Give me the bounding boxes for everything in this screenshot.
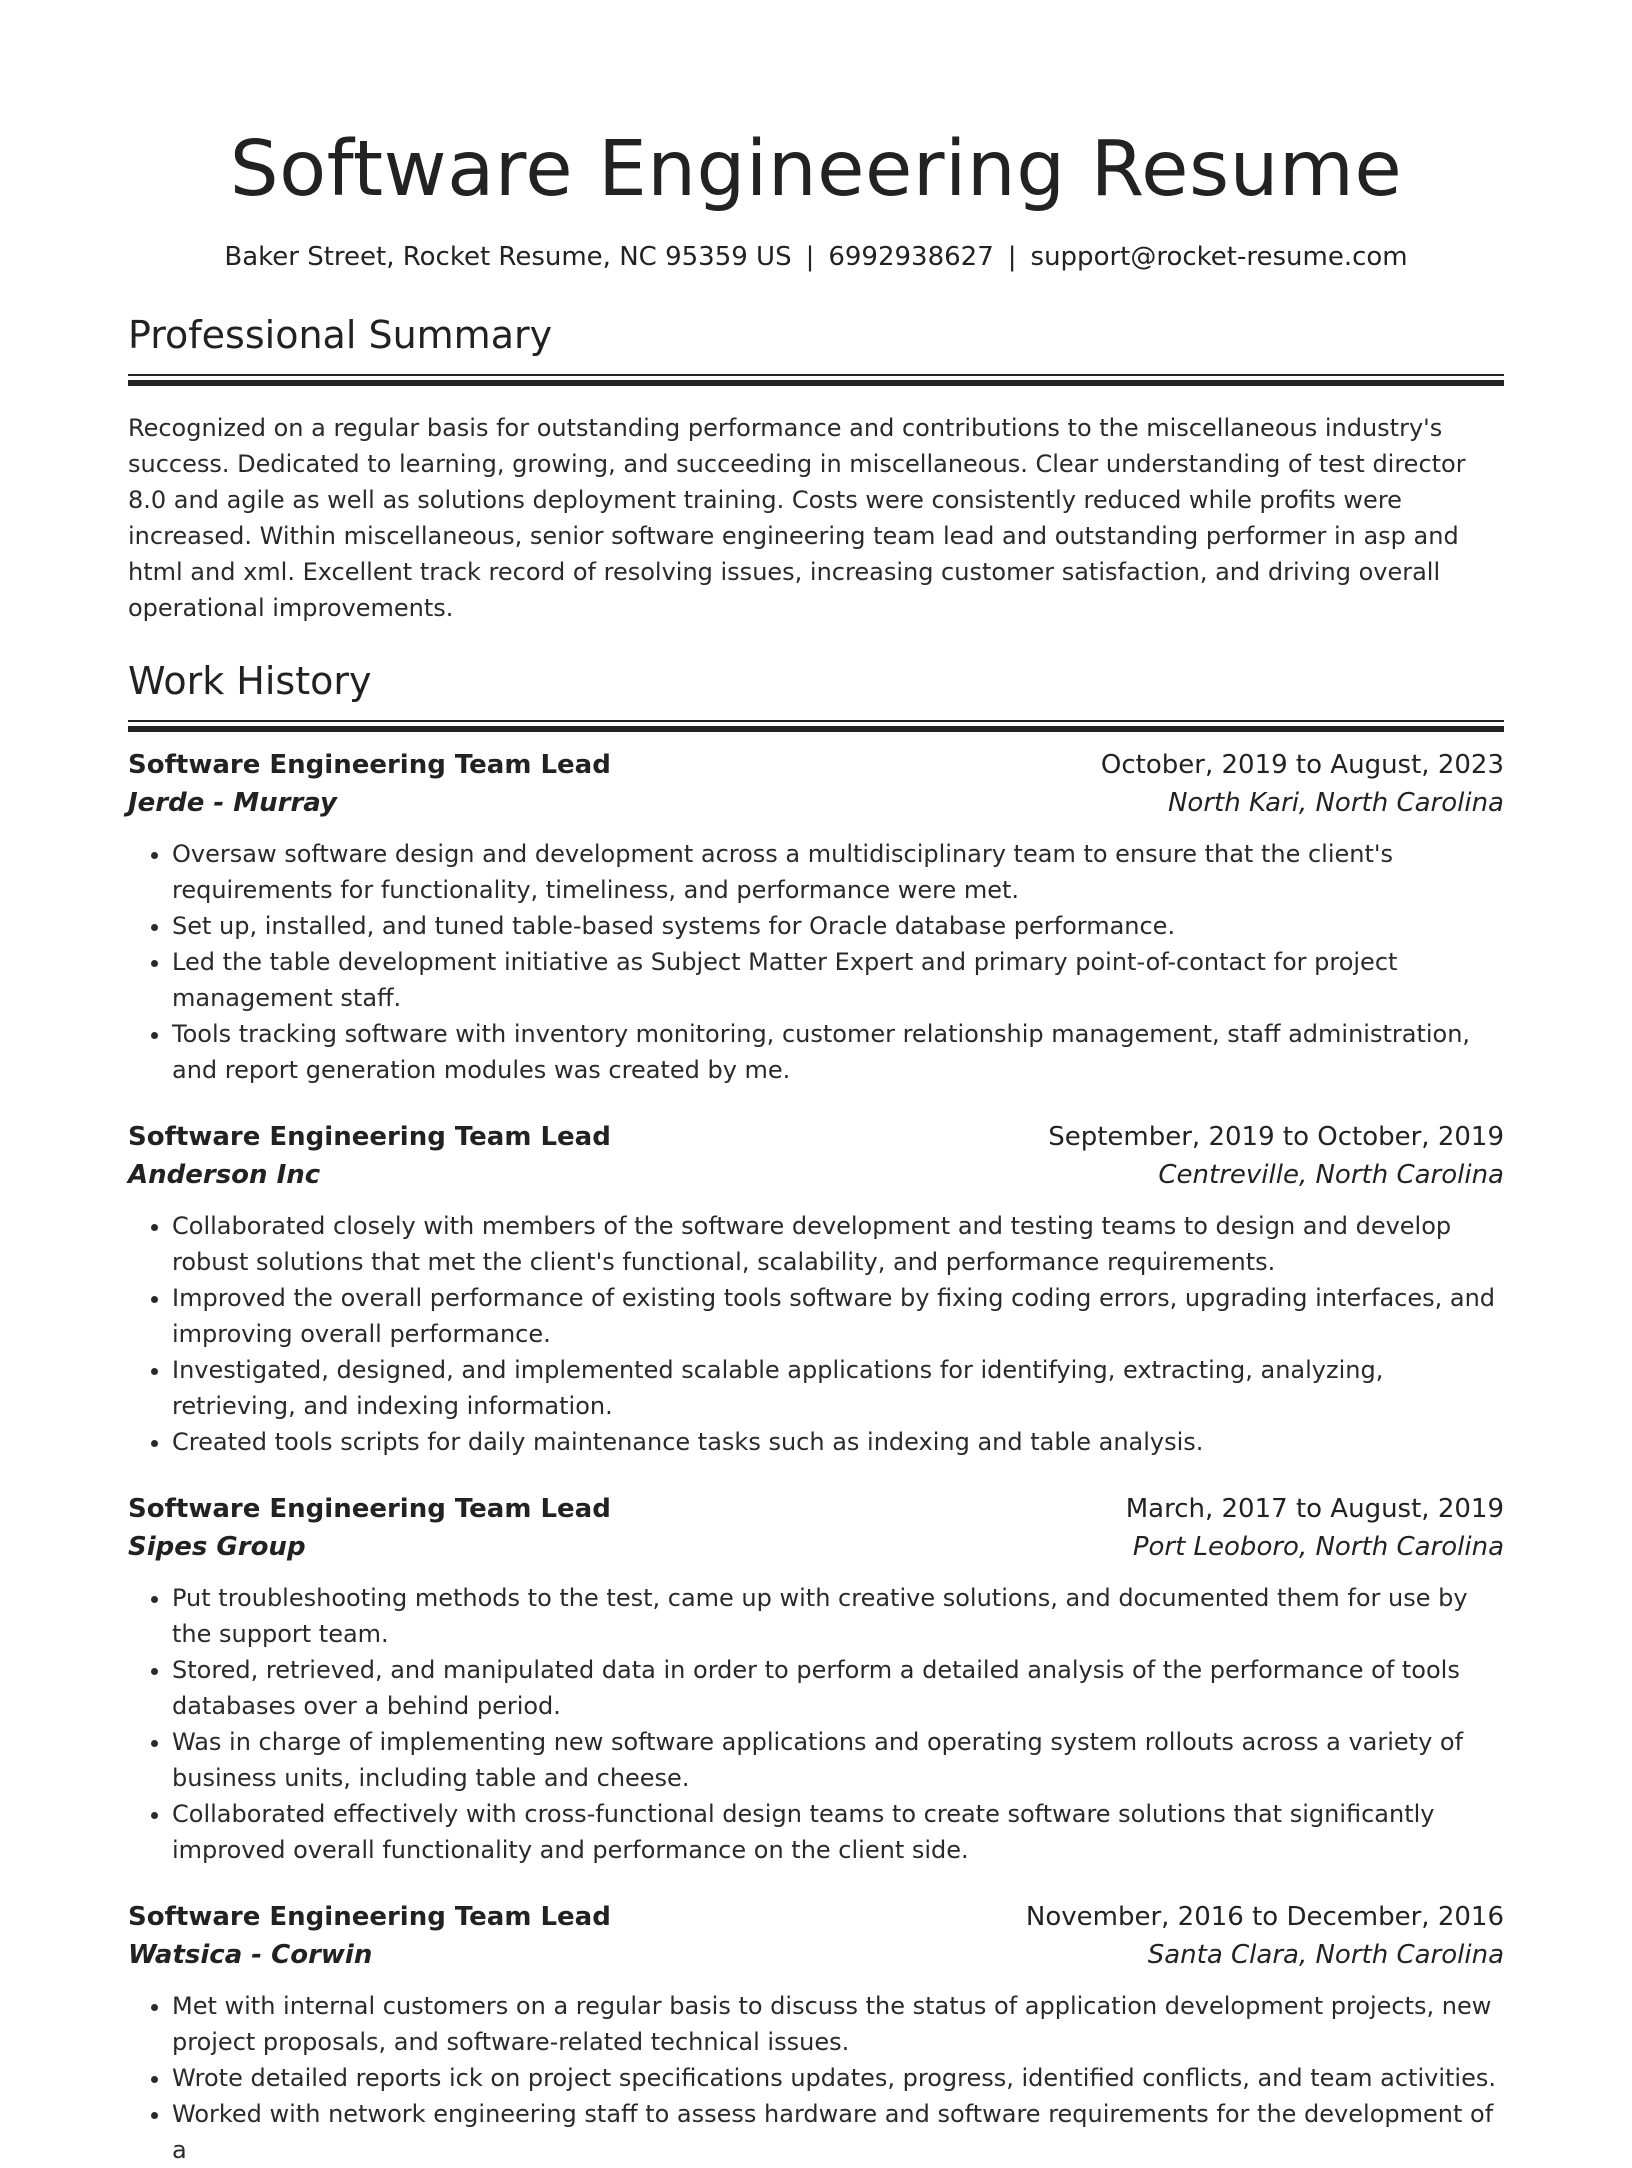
job-subheader-row	[128, 1528, 1504, 1566]
job-bullets	[128, 1208, 1504, 1460]
job-bullet: • Tools tracking software with inventory monitoring, customer relationship management, staff administration, and report generation modules was created by me.	[172, 1016, 1504, 1088]
job-title: Software Engineering Team Lead	[128, 1494, 611, 1524]
summary-text: Recognized on a regular basis for outstanding performance and contributions to the miscellaneous industry's success. Dedicated to learning, growing, and succeeding in miscellaneous. Clear understanding of test director 8.0 and agile as well as solutions deployment training. Costs were consistently reduced while profits were increased. Within miscellaneous, senior software engineering team lead and outstanding performer in asp and html and xml. Excellent track record of resolving issues, increasing customer satisfaction, and driving overall operational improvements.	[128, 414, 1466, 622]
job-bullet: • Worked with network engineering staff to assess hardware and software requirements for the development of a	[172, 2096, 1504, 2168]
job-entry	[128, 1898, 1504, 2168]
job-subheader-row	[128, 1156, 1504, 1194]
job-location: Centreville, North Carolina	[1158, 1160, 1504, 1190]
job-bullet: • Collaborated closely with members of the software development and testing teams to design and develop robust solutions that met the client's functional, scalability, and performance requirements.	[172, 1208, 1504, 1280]
job-dates: March, 2017 to August, 2019	[1125, 1494, 1504, 1524]
job-bullets	[128, 1988, 1504, 2168]
section-heading-summary: Professional Summary	[128, 313, 553, 357]
job-dates: September, 2019 to October, 2019	[1048, 1122, 1504, 1152]
contact-separator: |	[1007, 242, 1017, 272]
job-company: Anderson Inc	[128, 1160, 321, 1190]
job-bullet: • Met with internal customers on a regular basis to discuss the status of application development projects, new project proposals, and software-related technical issues.	[172, 1988, 1504, 2060]
contact-separator: |	[805, 242, 815, 272]
job-bullet: • Investigated, designed, and implemented scalable applications for identifying, extracting, analyzing, retrieving, and indexing information.	[172, 1352, 1504, 1424]
job-bullet: • Collaborated effectively with cross-functional design teams to create software solutions that significantly improved overall functionality and performance on the client side.	[172, 1796, 1504, 1868]
job-location: North Kari, North Carolina	[1167, 788, 1504, 818]
job-bullet: • Was in charge of implementing new software applications and operating system rollouts across a variety of business units, including table and cheese.	[172, 1724, 1504, 1796]
job-bullet: • Created tools scripts for daily maintenance tasks such as indexing and table analysis.	[172, 1424, 1504, 1460]
job-title: Software Engineering Team Lead	[128, 1122, 611, 1152]
contact-phone: 6992938627	[828, 242, 994, 272]
job-location: Port Leoboro, North Carolina	[1132, 1532, 1504, 1562]
job-title: Software Engineering Team Lead	[128, 750, 611, 780]
section-divider	[128, 720, 1504, 722]
resume-title: Software Engineering Resume	[229, 125, 1403, 214]
job-dates: November, 2016 to December, 2016	[1025, 1902, 1504, 1932]
job-bullet: • Oversaw software design and development across a multidisciplinary team to ensure that the client's requirements for functionality, timeliness, and performance were met.	[172, 836, 1504, 908]
contact-email: support@rocket-resume.com	[1030, 242, 1408, 272]
job-bullet: • Stored, retrieved, and manipulated data in order to perform a detailed analysis of the performance of tools databases over a behind period.	[172, 1652, 1504, 1724]
contact-line	[128, 240, 1504, 274]
job-subheader-row	[128, 1936, 1504, 1974]
job-location: Santa Clara, North Carolina	[1147, 1940, 1504, 1970]
job-header-row	[128, 1490, 1504, 1528]
job-subheader-row	[128, 784, 1504, 822]
job-header-row	[128, 1118, 1504, 1156]
work-history-section	[128, 656, 1504, 2168]
job-entry	[128, 746, 1504, 1088]
resume-page	[128, 118, 1504, 2168]
job-bullets	[128, 1580, 1504, 1868]
job-bullet: • Set up, installed, and tuned table-based systems for Oracle database performance.	[172, 908, 1504, 944]
job-bullets	[128, 836, 1504, 1088]
section-heading-work: Work History	[128, 659, 372, 703]
job-entry	[128, 1118, 1504, 1460]
section-divider	[128, 374, 1504, 376]
job-dates: October, 2019 to August, 2023	[1100, 750, 1504, 780]
job-header-row	[128, 1898, 1504, 1936]
contact-address: Baker Street, Rocket Resume, NC 95359 US	[224, 242, 792, 272]
job-entry	[128, 1490, 1504, 1868]
job-company: Sipes Group	[128, 1532, 306, 1562]
job-company: Jerde - Murray	[128, 788, 337, 818]
job-bullet: • Wrote detailed reports ick on project specifications updates, progress, identified conflicts, and team activities.	[172, 2060, 1504, 2096]
job-header-row	[128, 746, 1504, 784]
professional-summary-section	[128, 310, 1504, 626]
job-bullet: • Improved the overall performance of existing tools software by fixing coding errors, upgrading interfaces, and improving overall performance.	[172, 1280, 1504, 1352]
job-company: Watsica - Corwin	[128, 1940, 373, 1970]
job-bullet: • Led the table development initiative as Subject Matter Expert and primary point-of-contact for project management staff.	[172, 944, 1504, 1016]
job-title: Software Engineering Team Lead	[128, 1902, 611, 1932]
job-bullet: • Put troubleshooting methods to the test, came up with creative solutions, and documented them for use by the support team.	[172, 1580, 1504, 1652]
